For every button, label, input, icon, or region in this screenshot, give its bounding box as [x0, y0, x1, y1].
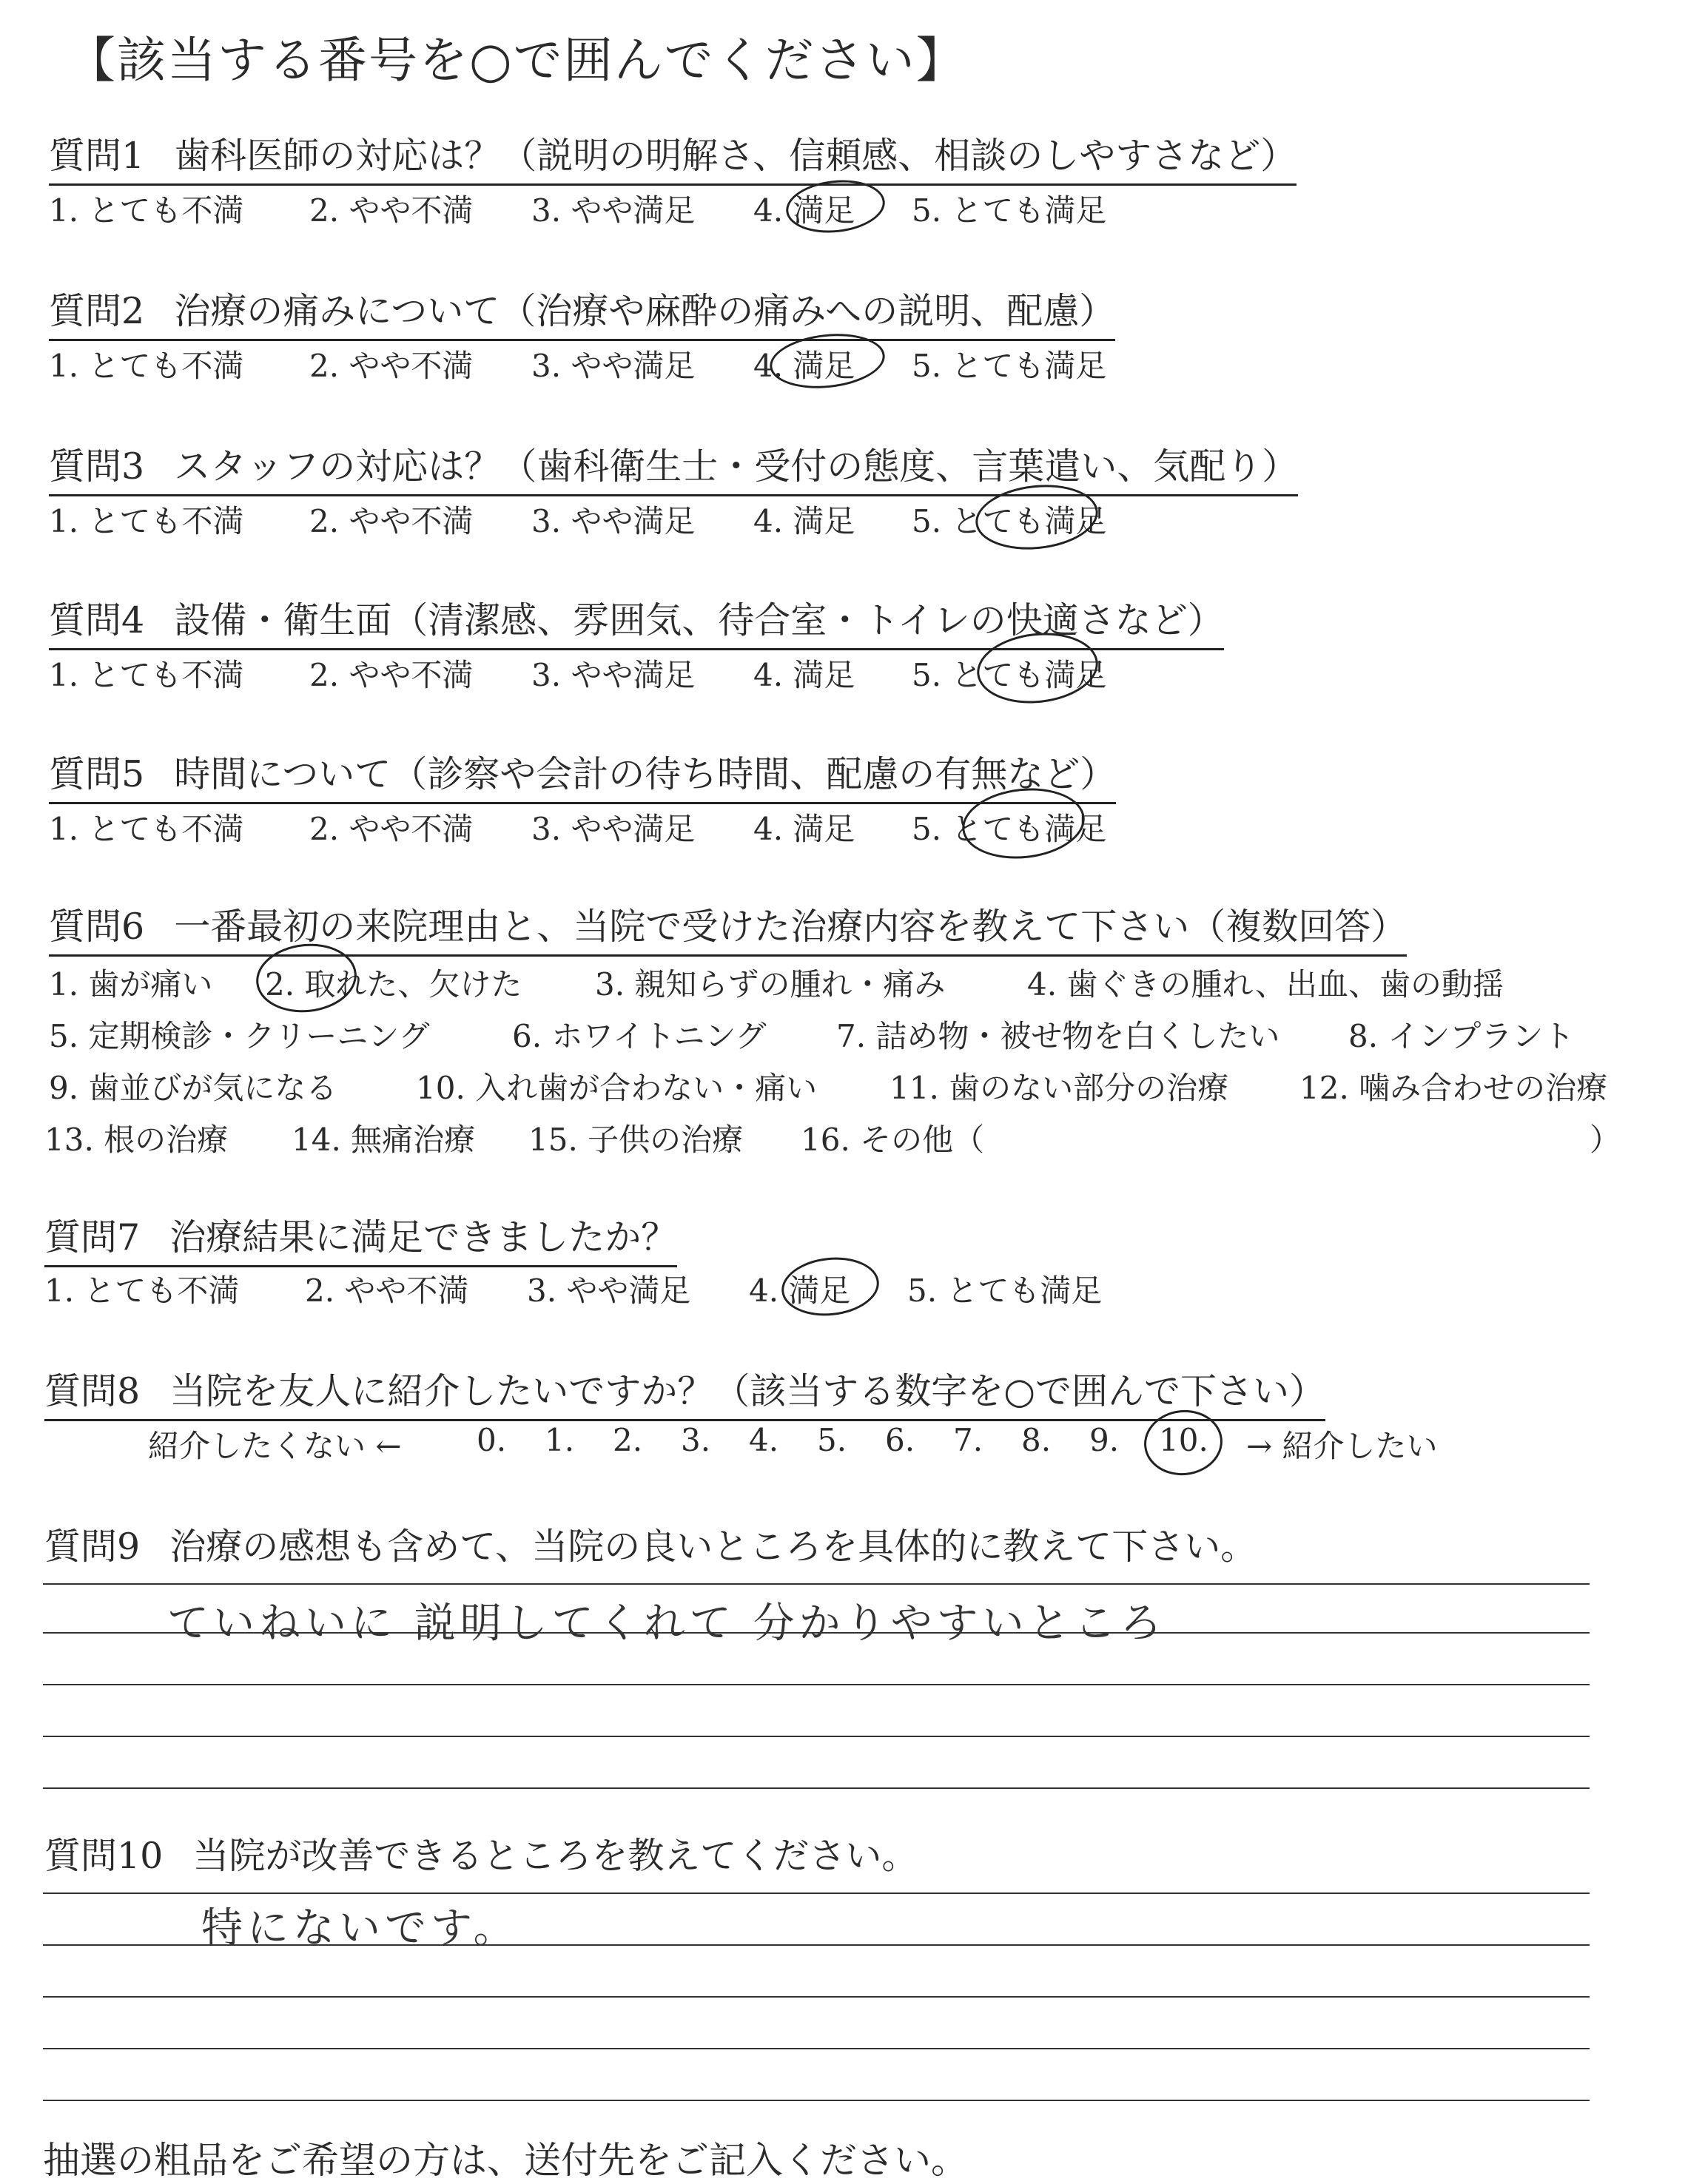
question-1-heading — [49, 127, 1297, 186]
q9-answer-line-4 — [43, 1736, 1590, 1737]
q3-option-4[interactable]: 4. 満足 — [753, 503, 855, 539]
question-2-number: 質問2 — [49, 290, 145, 332]
q6-option-10[interactable]: 10. 入れ歯が合わない・痛い — [416, 1070, 818, 1106]
q10-answer-line-4 — [43, 2048, 1590, 2049]
question-8-text: 当院を友人に紹介したいですか？（該当する数字を○で囲んで下さい） — [169, 1370, 1325, 1412]
q10-answer-line-3 — [43, 1996, 1590, 1998]
q8-score-0[interactable]: 0. — [477, 1422, 507, 1458]
question-1-text: 歯科医師の対応は？（説明の明解さ、信頼感、相談のしやすさなど） — [174, 135, 1297, 177]
question-3-heading — [49, 438, 1298, 496]
q1-option-3[interactable]: 3. やや満足 — [531, 192, 696, 229]
q8-score-3[interactable]: 3. — [681, 1422, 711, 1458]
q8-left-label: 紹介したくない ← — [148, 1428, 402, 1464]
q10-answer-line-1 — [43, 1893, 1590, 1894]
q8-score-9[interactable]: 9. — [1089, 1422, 1120, 1458]
q7-option-5[interactable]: 5. とても満足 — [907, 1273, 1103, 1309]
q6-option-8[interactable]: 8. インプラント — [1348, 1018, 1575, 1054]
q7-option-4[interactable]: 4. 満足 — [749, 1273, 851, 1309]
q4-option-3[interactable]: 3. やや満足 — [531, 657, 696, 693]
question-7-text: 治療結果に満足できましたか？ — [169, 1216, 678, 1258]
q9-answer-line-2 — [43, 1632, 1590, 1634]
q6-option-5[interactable]: 5. 定期検診・クリーニング — [49, 1018, 430, 1054]
question-6-text: 一番最初の来院理由と、当院で受けた治療内容を教えて下さい（複数回答） — [174, 906, 1408, 948]
question-8-number: 質問8 — [44, 1370, 141, 1412]
q6-option-7[interactable]: 7. 詰め物・被せ物を白くしたい — [836, 1018, 1280, 1054]
q8-score-8[interactable]: 8. — [1021, 1422, 1052, 1458]
question-2-text: 治療の痛みについて（治療や麻酔の痛みへの説明、配慮） — [174, 290, 1116, 332]
q6-option-16[interactable]: 16. その他（ — [801, 1122, 985, 1158]
page-title: 【該当する番号を○で囲んでください】 — [67, 32, 966, 89]
q3-option-2[interactable]: 2. やや不満 — [309, 503, 474, 539]
question-8-heading — [44, 1363, 1325, 1421]
q8-score-10[interactable]: 10. — [1159, 1422, 1208, 1458]
question-9-text: 治療の感想も含めて、当院の良いところを具体的に教えて下さい。 — [169, 1526, 1257, 1568]
q10-handwritten-answer[interactable]: 特にないです。 — [201, 1904, 519, 1952]
q2-option-1[interactable]: 1. とても不満 — [49, 348, 244, 384]
question-7-number: 質問7 — [44, 1216, 141, 1258]
question-7-heading — [44, 1209, 677, 1267]
question-9-number: 質問9 — [44, 1526, 141, 1568]
q8-score-4[interactable]: 4. — [749, 1422, 779, 1458]
q6-option-9[interactable]: 9. 歯並びが気になる — [49, 1070, 337, 1106]
q2-option-5[interactable]: 5. とても満足 — [912, 348, 1107, 384]
q8-score-1[interactable]: 1. — [545, 1422, 575, 1458]
q2-option-4[interactable]: 4. 満足 — [753, 348, 855, 384]
q6-option-14[interactable]: 14. 無痛治療 — [292, 1122, 476, 1158]
q6-other-close-paren: ） — [1590, 1122, 1621, 1158]
question-5-number: 質問5 — [49, 753, 145, 795]
q8-score-6[interactable]: 6. — [885, 1422, 915, 1458]
q4-option-2[interactable]: 2. やや不満 — [309, 657, 474, 693]
q6-option-12[interactable]: 12. 噛み合わせの治療 — [1299, 1070, 1608, 1106]
q2-option-3[interactable]: 3. やや満足 — [531, 348, 696, 384]
q6-option-13[interactable]: 13. 根の治療 — [44, 1122, 229, 1158]
q9-answer-line-3 — [43, 1684, 1590, 1685]
q6-option-3[interactable]: 3. 親知らずの腫れ・痛み — [595, 966, 946, 1002]
question-3-number: 質問3 — [49, 445, 145, 488]
question-6-heading — [49, 898, 1407, 957]
question-6-number: 質問6 — [49, 906, 145, 948]
question-3-text: スタッフの対応は？（歯科衛生士・受付の態度、言葉遣い、気配り） — [174, 445, 1299, 488]
q6-option-15[interactable]: 15. 子供の治療 — [528, 1122, 744, 1158]
q5-option-1[interactable]: 1. とても不満 — [49, 811, 244, 847]
q6-option-6[interactable]: 6. ホワイトニング — [512, 1018, 767, 1054]
q5-option-4[interactable]: 4. 満足 — [753, 811, 855, 847]
q3-option-5[interactable]: 5. とても満足 — [912, 503, 1107, 539]
question-9-heading — [44, 1518, 1257, 1574]
q6-option-11[interactable]: 11. 歯のない部分の治療 — [890, 1070, 1229, 1106]
q6-option-4[interactable]: 4. 歯ぐきの腫れ、出血、歯の動揺 — [1027, 966, 1504, 1002]
q9-answer-line-5 — [43, 1787, 1590, 1789]
question-10-number: 質問10 — [44, 1835, 164, 1877]
q5-option-2[interactable]: 2. やや不満 — [309, 811, 474, 847]
question-4-number: 質問4 — [49, 599, 145, 641]
q9-answer-line-1 — [43, 1583, 1590, 1585]
q6-option-1[interactable]: 1. 歯が痛い — [49, 966, 213, 1002]
q8-score-2[interactable]: 2. — [613, 1422, 643, 1458]
q5-option-5[interactable]: 5. とても満足 — [912, 811, 1107, 847]
q4-option-4[interactable]: 4. 満足 — [753, 657, 855, 693]
question-2-heading — [49, 283, 1115, 341]
question-5-text: 時間について（診察や会計の待ち時間、配慮の有無など） — [174, 753, 1117, 795]
question-1-number: 質問1 — [49, 135, 145, 177]
q6-option-2[interactable]: 2. 取れた、欠けた — [265, 966, 522, 1002]
q4-option-5[interactable]: 5. とても満足 — [912, 657, 1107, 693]
q7-option-3[interactable]: 3. やや満足 — [527, 1273, 691, 1309]
q3-option-1[interactable]: 1. とても不満 — [49, 503, 244, 539]
q5-option-3[interactable]: 3. やや満足 — [531, 811, 696, 847]
q1-option-5[interactable]: 5. とても満足 — [912, 192, 1107, 229]
q1-option-1[interactable]: 1. とても不満 — [49, 192, 244, 229]
question-5-heading — [49, 746, 1116, 804]
q3-option-3[interactable]: 3. やや満足 — [531, 503, 696, 539]
q7-option-1[interactable]: 1. とても不満 — [44, 1273, 240, 1309]
question-10-text: 当院が改善できるところを教えてください。 — [192, 1835, 918, 1877]
footer-note: 抽選の粗品をご希望の方は、送付先をご記入ください。 — [43, 2139, 968, 2182]
q8-score-5[interactable]: 5. — [817, 1422, 847, 1458]
question-10-heading — [44, 1827, 918, 1884]
question-4-text: 設備・衛生面（清潔感、雰囲気、待合室・トイレの快適さなど） — [174, 599, 1224, 641]
q10-answer-line-5 — [43, 2100, 1590, 2101]
q8-right-label: → 紹介したい — [1246, 1428, 1438, 1464]
q9-handwritten-answer[interactable]: ていねいに 説明してくれて 分かりやすいところ — [167, 1600, 1166, 1648]
q1-option-4[interactable]: 4. 満足 — [753, 192, 855, 229]
q2-option-2[interactable]: 2. やや不満 — [309, 348, 474, 384]
q1-option-2[interactable]: 2. やや不満 — [309, 192, 474, 229]
q10-answer-line-2 — [43, 1944, 1590, 1946]
q8-score-7[interactable]: 7. — [953, 1422, 983, 1458]
q7-option-2[interactable]: 2. やや不満 — [305, 1273, 469, 1309]
q4-option-1[interactable]: 1. とても不満 — [49, 657, 244, 693]
